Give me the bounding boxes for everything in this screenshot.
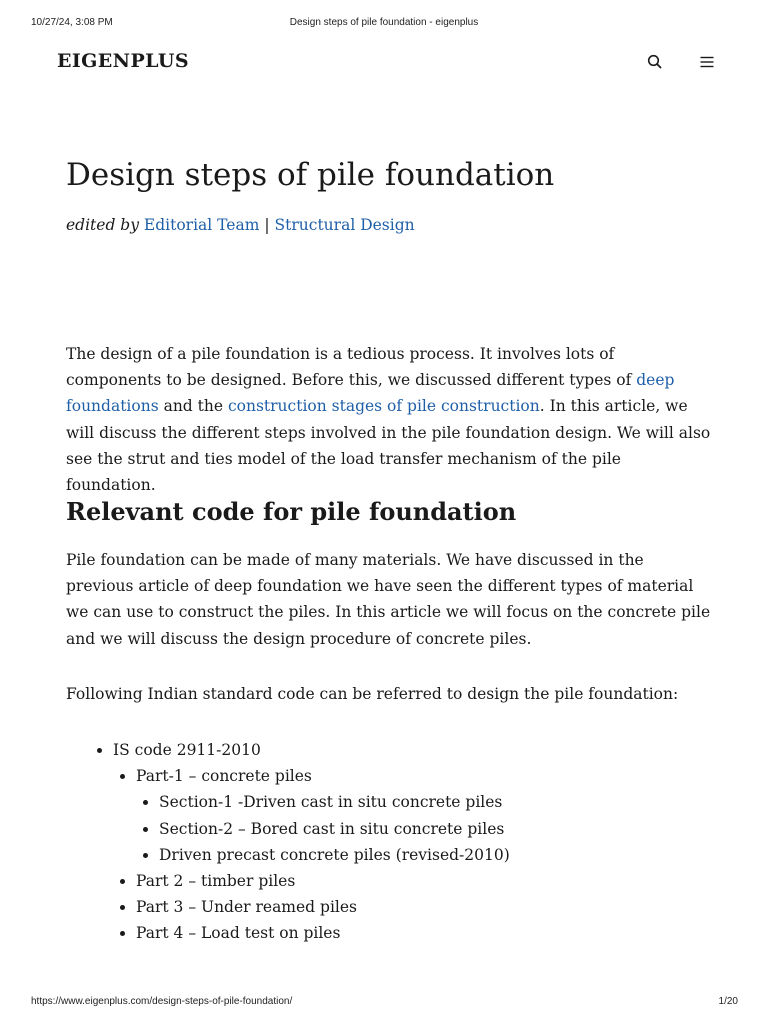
print-page-number: 1/20 bbox=[718, 996, 738, 1007]
code-list-level-1 bbox=[66, 737, 510, 947]
list-item-text: Part-1 – concrete piles bbox=[136, 767, 312, 786]
list-item-text: IS code 2911-2010 bbox=[113, 741, 261, 759]
list-item: Part 2 – timber piles bbox=[136, 868, 510, 894]
list-item: Part 3 – Under reamed piles bbox=[136, 894, 510, 920]
hamburger-menu-icon[interactable] bbox=[698, 53, 716, 71]
deep-foundations-link[interactable]: deep foundations bbox=[66, 371, 675, 416]
site-logo[interactable]: EIGENPLUS bbox=[57, 50, 189, 72]
print-url: https://www.eigenplus.com/design-steps-of-pile-foundation/ bbox=[31, 996, 293, 1007]
article-meta bbox=[66, 216, 415, 234]
code-list-level-3 bbox=[136, 789, 510, 868]
code-intro-paragraph: Following Indian standard code can be referred to design the pile foundation: bbox=[66, 685, 679, 703]
list-item bbox=[136, 763, 510, 868]
list-item: Section-1 -Driven cast in situ concrete piles bbox=[159, 789, 510, 815]
list-item: Section-2 – Bored cast in situ concrete piles bbox=[159, 816, 510, 842]
author-link[interactable]: Editorial Team bbox=[143, 216, 260, 234]
construction-stages-link[interactable]: construction stages of pile construction bbox=[227, 397, 540, 416]
edited-by-label: edited by bbox=[66, 216, 139, 234]
list-item bbox=[113, 737, 510, 947]
site-header bbox=[0, 50, 768, 76]
intro-text-3: . In this article, we will discuss the different steps involved in the pile foundation design. We will also see the strut and ties model of the load transfer mechanism of the pile foundation. bbox=[66, 397, 711, 495]
list-item: Driven precast concrete piles (revised-2010) bbox=[159, 842, 510, 868]
code-list-level-2 bbox=[113, 763, 510, 946]
section-heading: Relevant code for pile foundation bbox=[66, 497, 517, 526]
intro-text-2: and the bbox=[158, 397, 228, 416]
article-title: Design steps of pile foundation bbox=[66, 157, 555, 193]
search-icon[interactable] bbox=[646, 53, 664, 71]
intro-text-1: The design of a pile foundation is a tedious process. It involves lots of components to be designed. Before this, we discussed different types of bbox=[66, 345, 637, 390]
code-list bbox=[66, 737, 510, 947]
print-header bbox=[0, 17, 768, 31]
print-footer bbox=[0, 996, 768, 1010]
list-item: Part 4 – Load test on piles bbox=[136, 920, 510, 946]
materials-paragraph: Pile foundation can be made of many materials. We have discussed in the previous article of deep foundation we have seen the different types of material we can use to construct the piles. In this article we will focus on the concrete pile and we will discuss the design procedure of concrete piles. bbox=[66, 551, 711, 648]
print-datetime: 10/27/24, 3:08 PM bbox=[31, 17, 113, 28]
intro-paragraph bbox=[66, 341, 714, 498]
category-link[interactable]: Structural Design bbox=[274, 216, 415, 234]
print-page-title: Design steps of pile foundation - eigenplus bbox=[289, 17, 479, 28]
meta-separator: | bbox=[264, 216, 270, 234]
